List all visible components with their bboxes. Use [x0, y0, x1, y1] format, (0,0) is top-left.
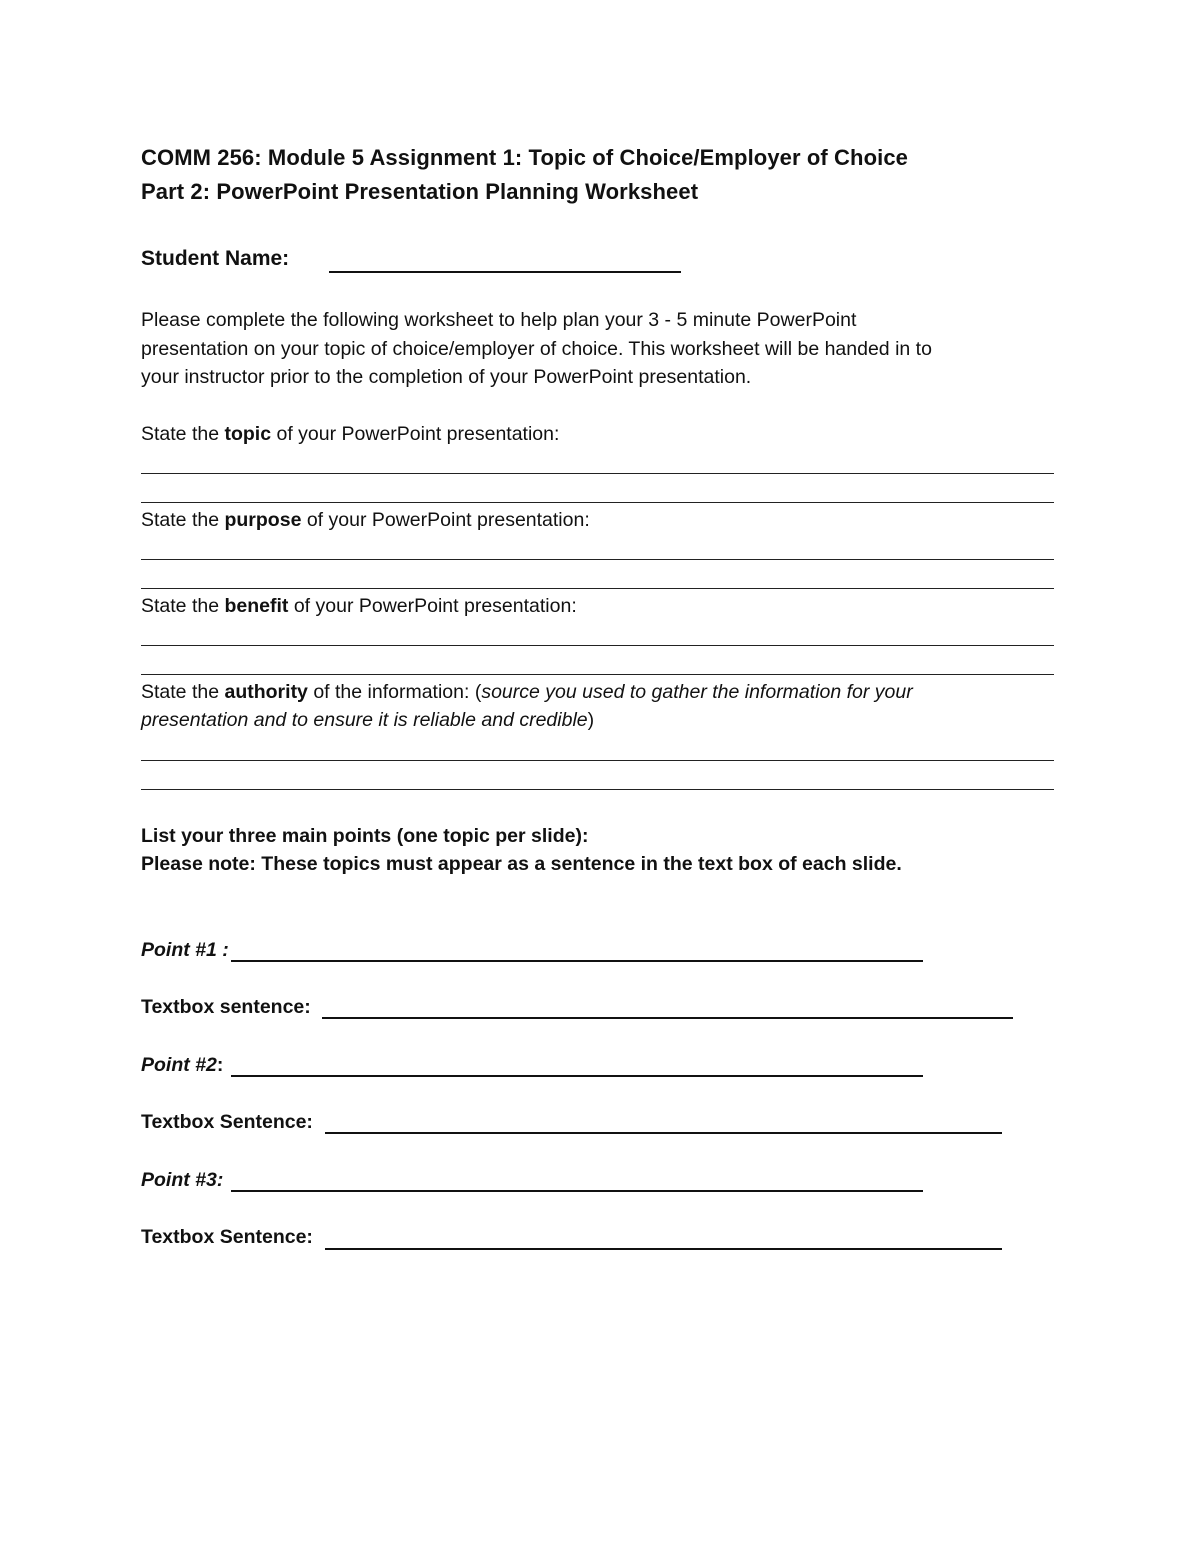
authority-hint: presentation and to ensure it is reliable and credible: [141, 709, 588, 731]
textbox-1-label: Textbox sentence:: [141, 996, 311, 1018]
textbox-2-label: Textbox Sentence:: [141, 1111, 313, 1133]
instructions-line-2: presentation on your topic of choice/employer of choice. This worksheet will be handed in to: [141, 337, 932, 360]
point-2-label-text: Point #2: [141, 1054, 217, 1076]
instructions-line-3: your instructor prior to the completion of your PowerPoint presentation.: [141, 366, 752, 388]
prompt-text: of your PowerPoint presentation:: [271, 423, 560, 445]
benefit-answer-line-2[interactable]: [141, 674, 1054, 675]
point-2-field[interactable]: [231, 1075, 923, 1077]
prompt-text: State the: [141, 595, 225, 617]
authority-prompt-cont: [141, 706, 594, 735]
prompt-text: of the information: (: [307, 681, 482, 703]
point-3-label: Point #3:: [141, 1169, 224, 1191]
purpose-answer-line-2[interactable]: [141, 588, 1054, 589]
benefit-prompt: [141, 592, 577, 621]
prompt-keyword-authority: authority: [224, 681, 308, 703]
textbox-1-field[interactable]: [322, 1017, 1013, 1019]
main-points-heading: List your three main points (one topic per slide):: [141, 825, 589, 847]
prompt-text: State the: [141, 423, 225, 445]
prompt-text: ): [587, 709, 595, 731]
authority-hint: source you used to gather the information for your: [481, 681, 913, 703]
purpose-answer-line-1[interactable]: [141, 559, 1054, 560]
title-line-1: COMM 256: Module 5 Assignment 1: Topic of Choice/Employer of Choice: [141, 145, 909, 170]
point-2-colon: :: [216, 1054, 224, 1076]
student-name-label: Student Name:: [141, 247, 290, 270]
prompt-keyword-topic: topic: [224, 423, 272, 445]
prompt-text: State the: [141, 509, 225, 531]
topic-prompt: [141, 420, 559, 449]
textbox-3-label: Textbox Sentence:: [141, 1226, 313, 1248]
benefit-answer-line-1[interactable]: [141, 645, 1054, 646]
instructions-line-1: Please complete the following worksheet to help plan your 3 - 5 minute PowerPoint: [141, 309, 857, 331]
prompt-text: of your PowerPoint presentation:: [288, 595, 577, 617]
student-name-field[interactable]: [329, 271, 681, 273]
textbox-3-field[interactable]: [325, 1248, 1002, 1250]
prompt-keyword-purpose: purpose: [224, 509, 302, 531]
prompt-text: State the: [141, 681, 225, 703]
point-2-label: [141, 1054, 223, 1077]
authority-prompt: [141, 678, 913, 707]
title-line-2: Part 2: PowerPoint Presentation Planning Worksheet: [141, 179, 699, 204]
prompt-keyword-benefit: benefit: [224, 595, 289, 617]
topic-answer-line-1[interactable]: [141, 473, 1054, 474]
prompt-text: of your PowerPoint presentation:: [301, 509, 590, 531]
point-1-field[interactable]: [231, 960, 923, 962]
point-3-field[interactable]: [231, 1190, 923, 1192]
point-1-label: Point #1 :: [141, 939, 229, 961]
textbox-2-field[interactable]: [325, 1132, 1002, 1134]
topic-answer-line-2[interactable]: [141, 502, 1054, 503]
authority-answer-line-1[interactable]: [141, 760, 1054, 761]
main-points-note: Please note: These topics must appear as a sentence in the text box of each slide.: [141, 853, 902, 875]
purpose-prompt: [141, 506, 590, 535]
authority-answer-line-2[interactable]: [141, 789, 1054, 790]
instructions-paragraph: [141, 306, 1081, 392]
